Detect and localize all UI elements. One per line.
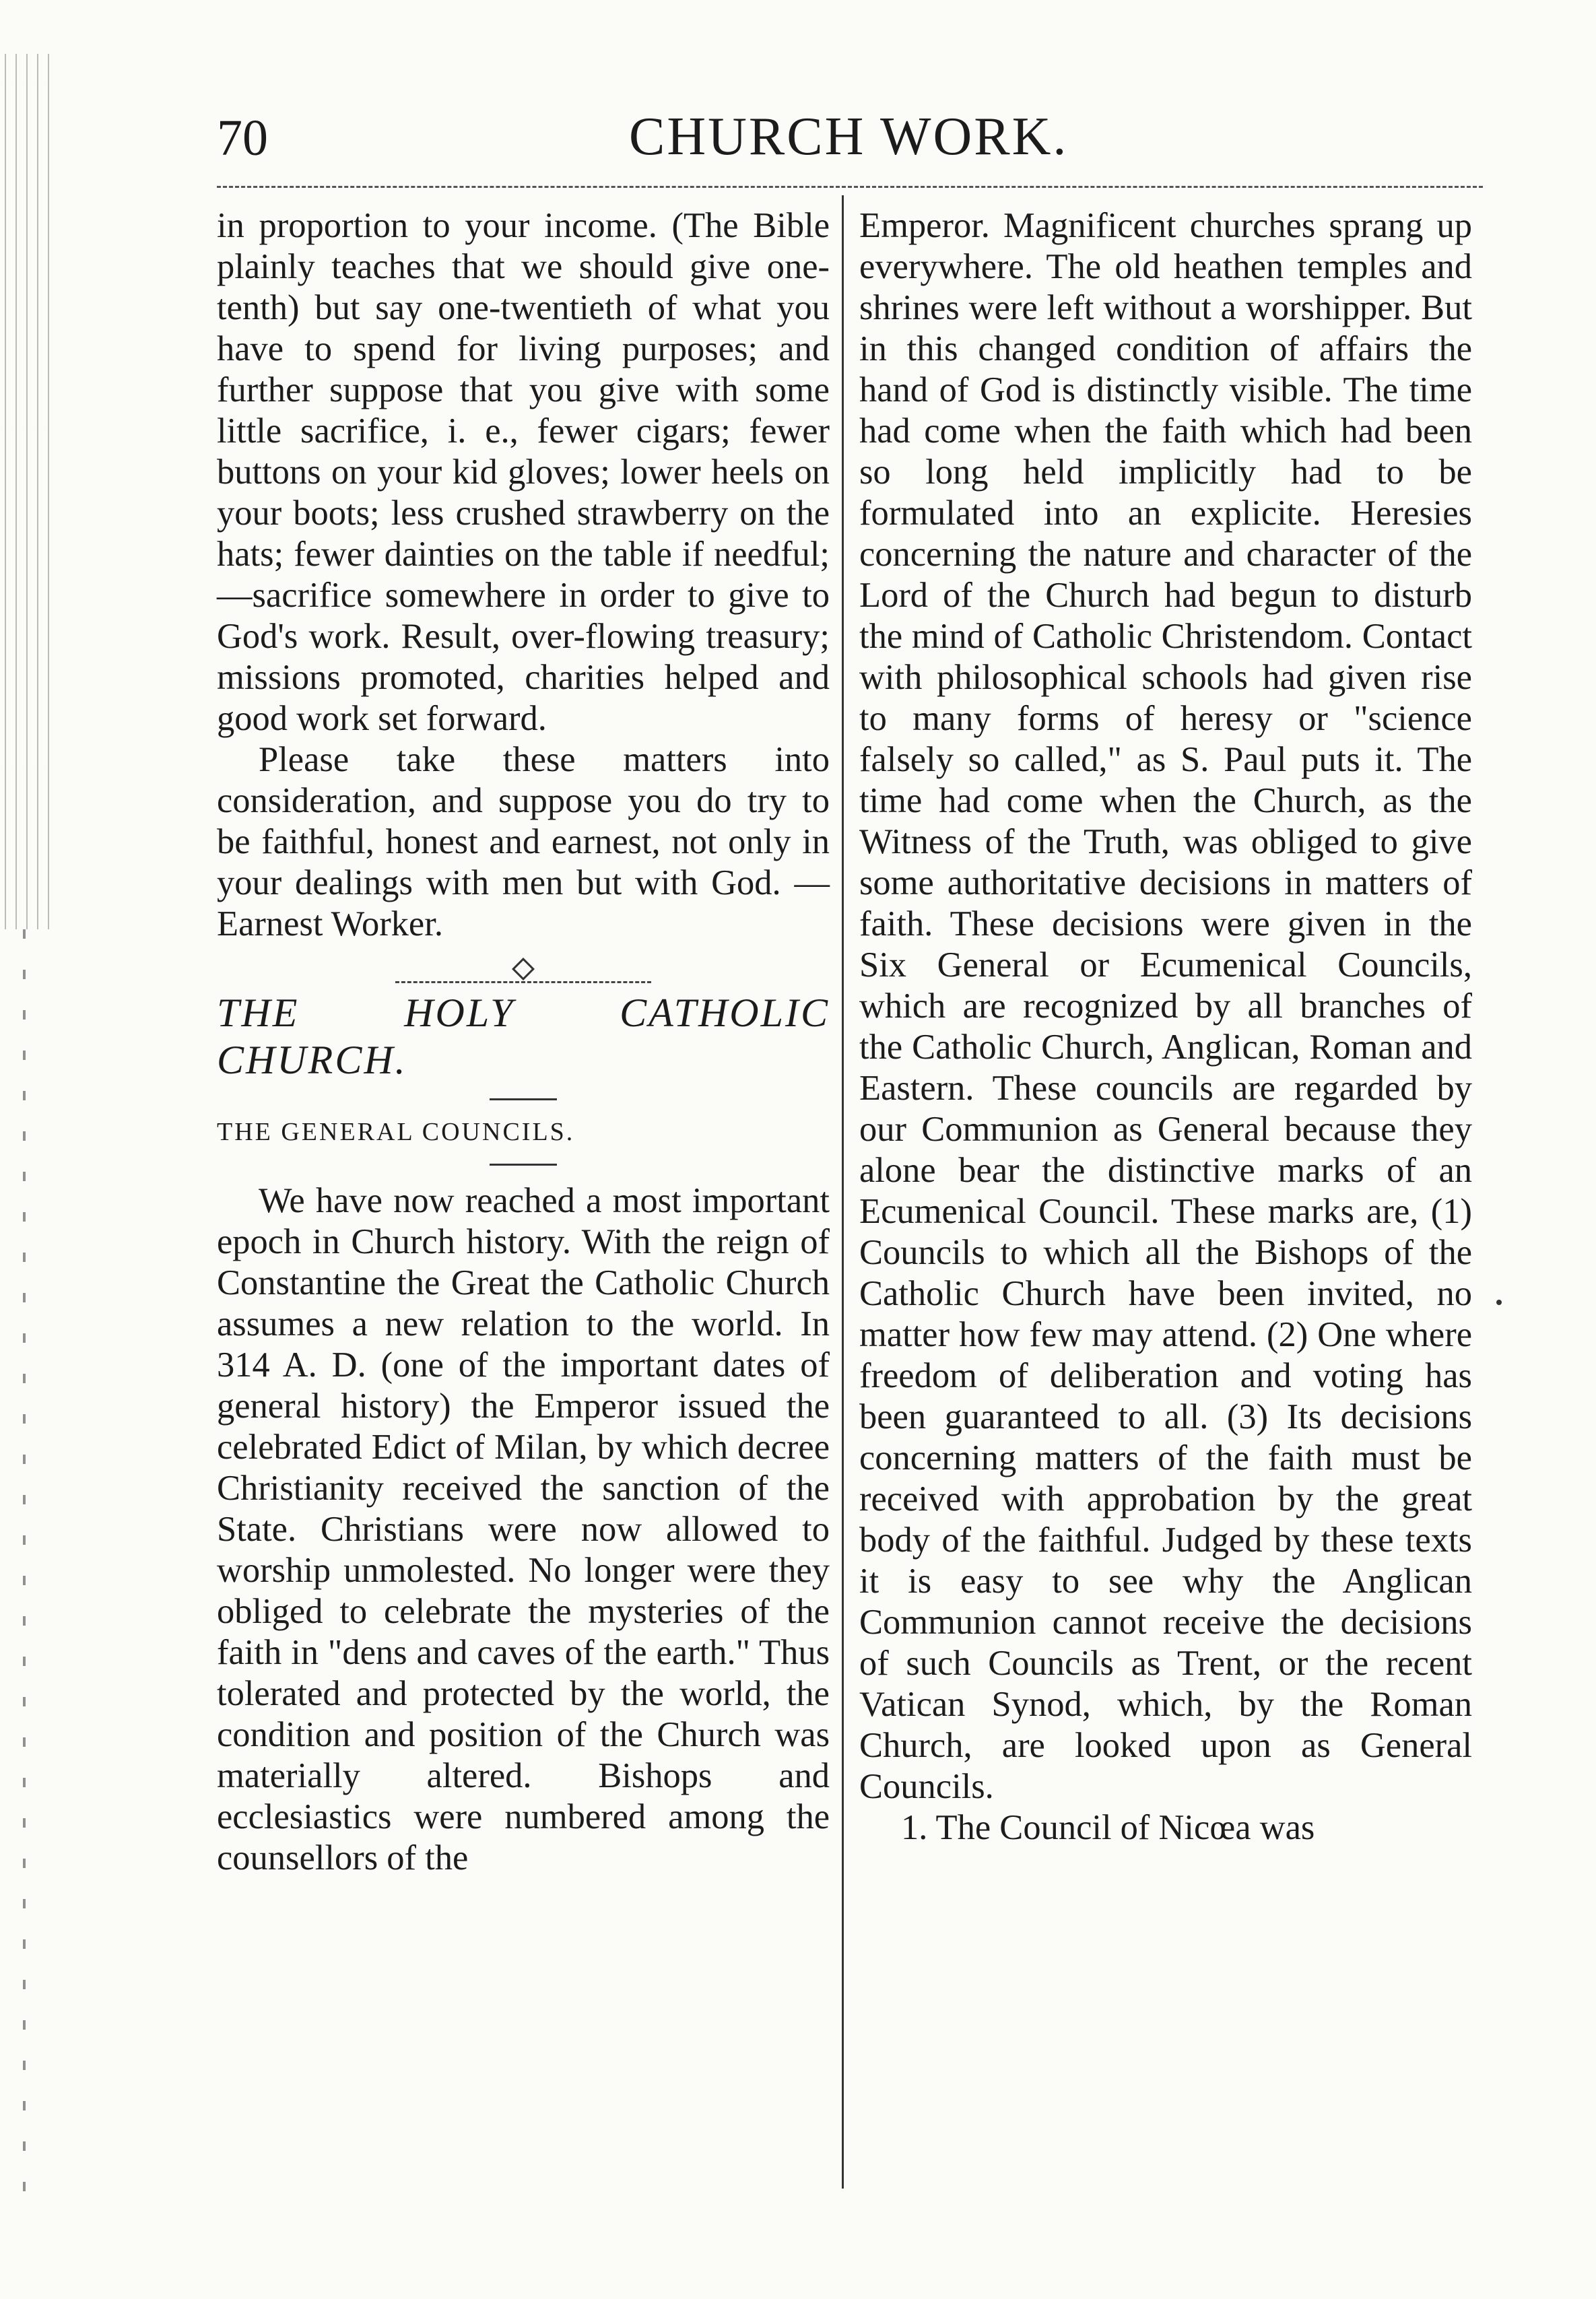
page-binding-marks [23,929,26,2209]
left-paragraph-1: in proportion to your income. (The Bible plainly teaches that we should give one-tenth) but say one-twentieth of what you have to spend for living purposes; and further suppose that you give with some little sacrifice, i. e., fewer cigars; fewer buttons on your kid gloves; lower heels on your boots; less crushed strawberry on the hats; fewer dainties on the table if needful;—sacrifice somewhere in order to give to God's work. Result, over-flowing treasury; missions promoted, charities helped and good work set forward. [217,206,830,738]
section-title: THE HOLY CATHOLIC CHURCH. [217,991,830,1082]
left-column [217,205,830,1879]
left-paragraph-2: Please take these matters into consideration, and suppose you do try to be faithful, honest and earnest, not only in your dealings with men but with God. — Earnest Worker. [217,740,830,943]
subtitle-rule [490,1164,557,1166]
running-head: CHURCH WORK. [629,107,1069,166]
header-rule [217,186,1483,188]
right-paragraph-1: Emperor. Magnificent churches sprang up everywhere. The old heathen temples and shrines were left without a worshipper. But in this changed condition of affairs the hand of God is distinctly visible. The time had come when the faith which had been so long held implicitly had to be formulated into an explicite. Heresies concerning the nature and character of the Lord of the Church had begun to disturb the mind of Catholic Christendom. Contact with philosophical schools had given rise to many forms of heresy or "science falsely so called," as S. Paul puts it. The time had come when the Church, as the Witness of the Truth, was obliged to give some authoritative decisions in matters of faith. These decisions were given in the Six General or Ecumenical Councils, which are recognized by all branches of the Catholic Church, Anglican, Roman and Eastern. These councils are regarded by our Communion as General because they alone bear the distinctive marks of an Ecumenical Council. These marks are, (1) Councils to which all the Bishops of the Catholic Church have been invited, no matter how few may attend. (2) One where freedom of deliberation and voting has been guaranteed to all. (3) Its decisions concerning matters of the faith must be received with approbation by the great body of the faithful. Judged by these texts it is easy to see why the Anglican Communion cannot receive the decisions of such Councils as Trent, or the recent Vatican Synod, which, by the Roman Church, are looked upon as General Councils. [859,206,1472,1806]
page-number: 70 [217,110,268,166]
section-ornament [217,952,830,985]
title-rule [490,1098,557,1100]
right-paragraph-2: 1. The Council of Nicœa was [901,1808,1315,1847]
right-column [859,205,1472,1848]
page-header [217,101,1483,175]
margin-dot [1496,1300,1502,1305]
section-subtitle: THE GENERAL COUNCILS. [217,1118,575,1146]
page-binding-edge [0,54,54,929]
left-body: We have now reached a most important epoch in Church history. With the reign of Constantine the Great the Catholic Church assumes a new relation to the world. In 314 A. D. (one of the important dates of general history) the Emperor issued the celebrated Edict of Milan, by which decree Christianity received the sanction of the State. Christians were now allowed to worship unmolested. No longer were they obliged to celebrate the mysteries of the faith in "dens and caves of the earth." Thus tolerated and protected by the world, the condition and position of the Church was materially altered. Bishops and ecclesiastics were numbered among the counsellors of the [217,1181,830,1877]
column-divider [842,195,844,2189]
